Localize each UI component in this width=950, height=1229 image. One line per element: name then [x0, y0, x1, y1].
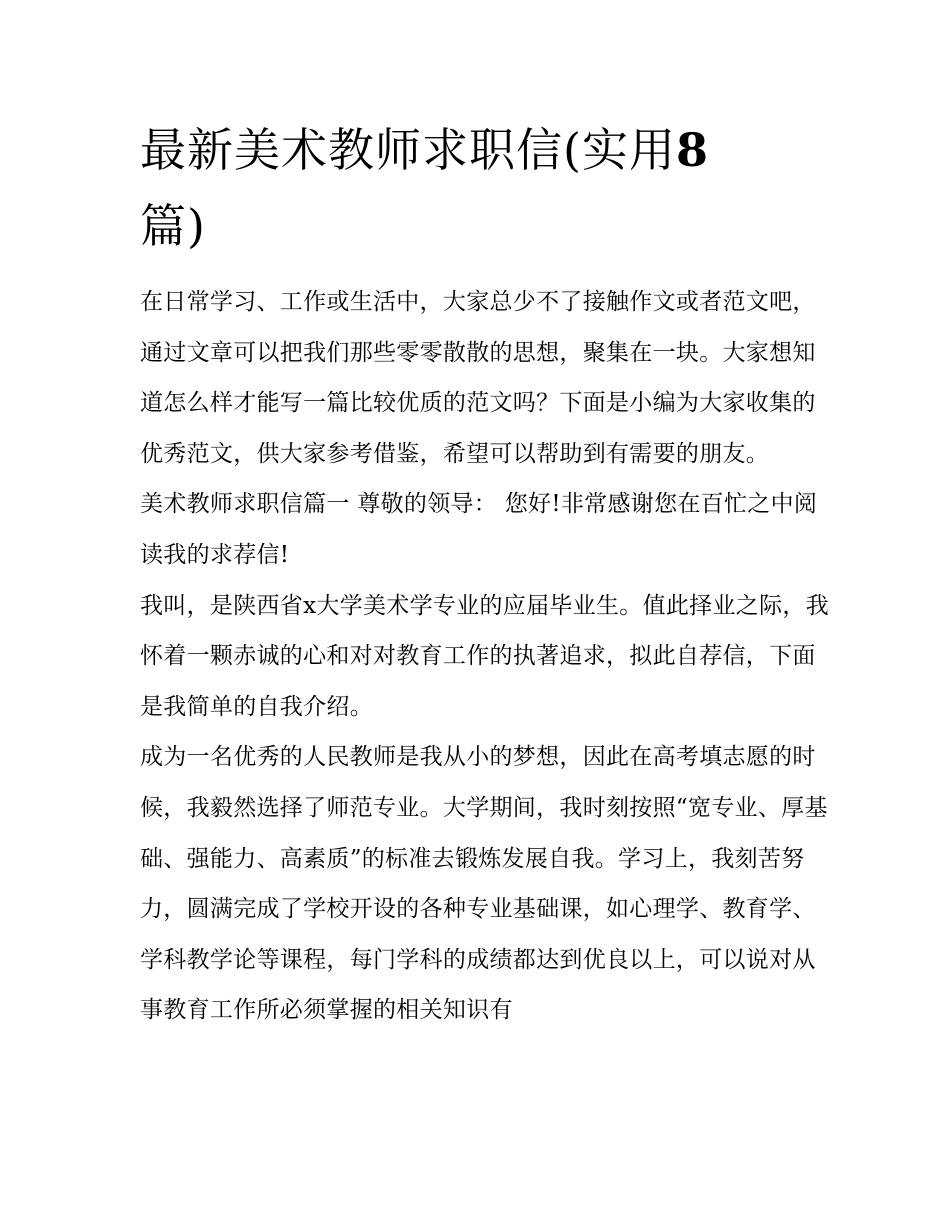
- self-introduction-paragraph: 我叫，是陕西省x大学美术学专业的应届毕业生。值此择业之际，我怀着一颗赤诚的心和对对教育工作的执著追求，拟此自荐信，下面是我简单的自我介绍。: [140, 592, 829, 720]
- document-title: [140, 112, 820, 264]
- intro-paragraph: 在日常学习、工作或生活中，大家总少不了接触作文或者范文吧，通过文章可以把我们那些零零散散的思想，聚集在一块。大家想知道怎么样才能写一篇比较优质的范文吗？下面是小编为大家收集的优秀范文，供大家参考借鉴，希望可以帮助到有需要的朋友。: [140, 289, 816, 467]
- document-body: [140, 277, 830, 1036]
- education-paragraph: 成为一名优秀的人民教师是我从小的梦想，因此在高考填志愿的时候，我毅然选择了师范专业。大学期间，我时刻按照“宽专业、厚基础、强能力、高素质”的标准去锻炼发展自我。学习上，我刻苦努力，圆满完成了学校开设的各种专业基础课，如心理学、教育学、学科教学论等课程，每门学科的成绩都达到优良以上，可以说对从事教育工作所必须掌握的相关知识有: [140, 744, 828, 1024]
- title-text: 最新美术教师求职信(实用: [140, 123, 676, 177]
- title-number: 8: [675, 123, 709, 177]
- title-text-continued: 篇): [140, 199, 206, 253]
- greeting-paragraph: 美术教师求职信篇一 尊敬的领导： 您好!非常感谢您在百忙之中阅读我的求荐信!: [140, 491, 818, 568]
